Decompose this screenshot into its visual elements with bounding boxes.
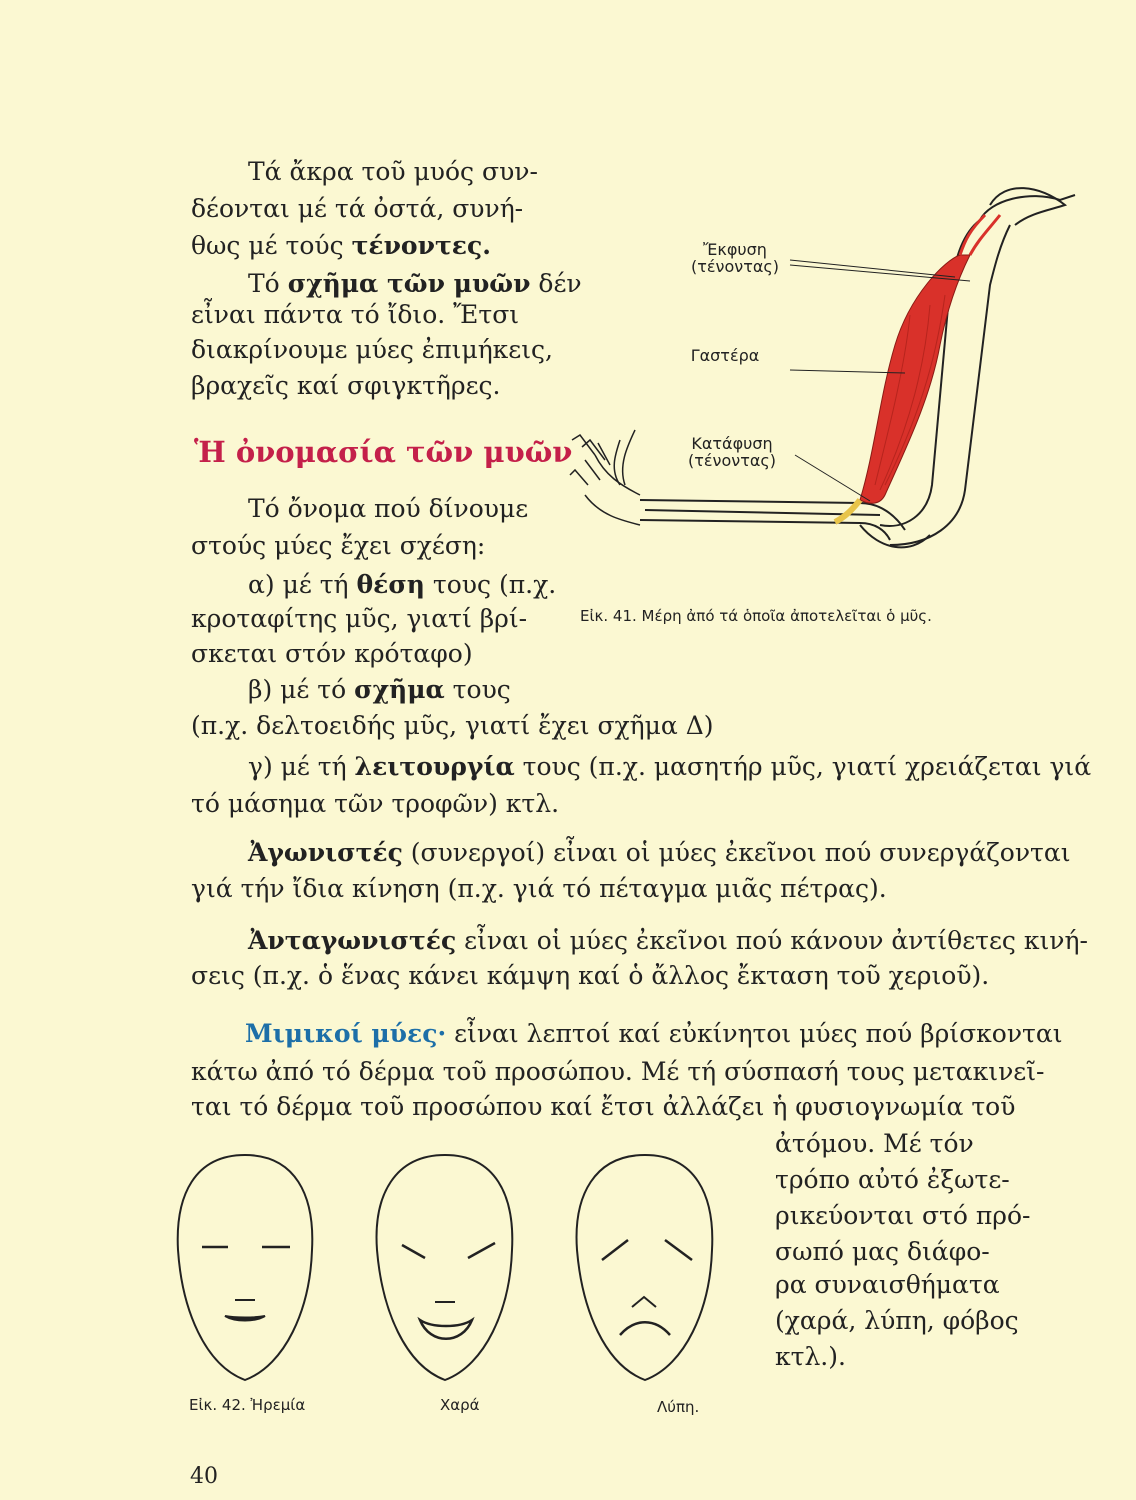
intro-line-3: [191, 227, 491, 264]
item-b-suffix: τους: [444, 675, 511, 704]
naming-item-b: [248, 671, 511, 708]
naming-item-c: [248, 748, 1091, 785]
agonists-line-1: [248, 834, 1071, 871]
page-number: 40: [190, 1464, 218, 1489]
face-calm: [178, 1155, 313, 1380]
antagonists-term: Ἀνταγωνιστές: [248, 926, 457, 955]
section-heading-naming: Ἡ ὀνομασία τῶν μυῶν: [194, 435, 573, 469]
function-term: λειτουργία: [354, 752, 515, 781]
tendons-term: τένοντες.: [351, 231, 491, 260]
naming-item-a-line-2: κροταφίτης μῦς, γιατί βρί-: [191, 604, 528, 633]
intro-line-7: βραχεῖς καί σφιγκτῆρες.: [191, 371, 501, 400]
agonists-term: Ἀγωνιστές: [248, 838, 403, 867]
mimic-side-5: ρα συναισθήματα: [775, 1270, 1000, 1299]
position-term: θέση: [356, 570, 425, 599]
muscle-belly: [860, 255, 970, 503]
mimic-side-4: σωπό μας διάφο-: [775, 1237, 990, 1266]
label-insertion-title: Κατάφυση: [691, 434, 773, 453]
intro-line-5: εἶναι πάντα τό ἴδιο. Ἔτσι: [191, 300, 520, 329]
shape-term: σχῆμα τῶν μυῶν: [287, 269, 531, 298]
agonists-text: (συνεργοί) εἶναι οἱ μύες ἐκεῖνοι πού συνεργάζονται: [402, 838, 1071, 867]
mimic-line-3: ται τό δέρμα τοῦ προσώπου καί ἔτσι ἀλλάζει ἡ φυσιογνωμία τοῦ: [191, 1092, 1016, 1121]
item-c-suffix: τους (π.χ. μασητήρ μῦς, γιατί χρειάζεται γιά: [514, 752, 1092, 781]
leader-insertion-top: [790, 260, 955, 277]
naming-item-a-line-3: σκεται στόν κρόταφο): [191, 639, 473, 668]
mimic-side-2: τρόπο αὐτό ἐξωτε-: [775, 1165, 1010, 1194]
face-joy: [377, 1155, 513, 1380]
figure-42-caption-calm: Εἰκ. 42. Ἠρεμία: [189, 1396, 306, 1414]
intro-line-1: Τά ἄκρα τοῦ μυός συν-: [248, 157, 538, 186]
figure-42-caption-joy: Χαρά: [440, 1396, 480, 1414]
intro-shape-suffix: δέν: [530, 269, 582, 298]
face-sad: [577, 1155, 713, 1380]
intro-line-3-text: θως μέ τούς: [191, 231, 352, 260]
label-origin-title: Ἔκφυση: [703, 240, 767, 259]
naming-line-1: Τό ὄνομα πού δίνουμε: [248, 494, 529, 523]
shoulder-joint: [990, 188, 1065, 225]
label-insertion: [672, 435, 792, 469]
naming-item-b-line-2: (π.χ. δελτοειδής μῦς, γιατί ἔχει σχῆμα Δ): [191, 711, 714, 740]
mimic-side-7: κτλ.).: [775, 1342, 846, 1371]
item-b-prefix: β) μέ τό: [248, 675, 355, 704]
figure-42-caption-sad: Λύπη.: [657, 1398, 700, 1416]
mimic-line-2: κάτω ἀπό τό δέρμα τοῦ προσώπου. Μέ τή σύσπασή τους μετακινεῖ-: [191, 1057, 1045, 1086]
leader-insertion-bottom: [795, 455, 870, 501]
faces-illustration: [170, 1150, 770, 1400]
label-insertion-sub: (τένοντας): [688, 451, 776, 470]
label-origin: [680, 241, 790, 275]
mimic-side-6: (χαρά, λύπη, φόβος: [775, 1306, 1019, 1335]
item-a-prefix: α) μέ τή: [248, 570, 357, 599]
item-c-prefix: γ) μέ τή: [248, 752, 355, 781]
naming-item-a: [248, 566, 556, 603]
agonists-line-2: γιά τήν ἴδια κίνηση (π.χ. γιά τό πέταγμα μιᾶς πέτρας).: [191, 874, 887, 903]
arm-muscle-illustration: [560, 185, 1080, 575]
antagonists-line-2: σεις (π.χ. ὁ ἕνας κάνει κάμψη καί ὁ ἄλλος ἔκταση τοῦ χεριοῦ).: [191, 961, 990, 990]
antagonists-line-1: [248, 922, 1088, 959]
intro-line-2: δέονται μέ τά ὀστά, συνή-: [191, 194, 524, 223]
shape-term-2: σχῆμα: [354, 675, 445, 704]
mimic-side-1: ἀτόμου. Μέ τόν: [775, 1129, 974, 1158]
mimic-term: Μιμικοί μύες·: [245, 1019, 447, 1048]
naming-line-2: στούς μύες ἔχει σχέση:: [191, 531, 486, 560]
item-a-suffix: τους (π.χ.: [424, 570, 557, 599]
figure-41-caption: Εἰκ. 41. Μέρη ἀπό τά ὁποῖα ἀποτελεῖται ὁ μῦς.: [580, 607, 932, 625]
mimic-text-1: εἶναι λεπτοί καί εὐκίνητοι μύες πού βρίσκονται: [446, 1019, 1063, 1048]
hand-skeleton: [570, 430, 640, 525]
antagonists-text: εἶναι οἱ μύες ἐκεῖνοι πού κάνουν ἀντίθετες κινή-: [456, 926, 1088, 955]
label-origin-sub: (τένοντας): [691, 257, 779, 276]
intro-shape-prefix: Τό: [248, 269, 288, 298]
naming-item-c-line-2: τό μάσημα τῶν τροφῶν) κτλ.: [191, 789, 560, 818]
mimic-side-3: ρικεύονται στό πρό-: [775, 1201, 1031, 1230]
intro-line-6: διακρίνουμε μύες ἐπιμήκεις,: [191, 335, 553, 364]
label-belly: Γαστέρα: [690, 346, 760, 365]
forearm-bones: [640, 500, 905, 540]
mimic-line-1: [245, 1015, 1063, 1052]
